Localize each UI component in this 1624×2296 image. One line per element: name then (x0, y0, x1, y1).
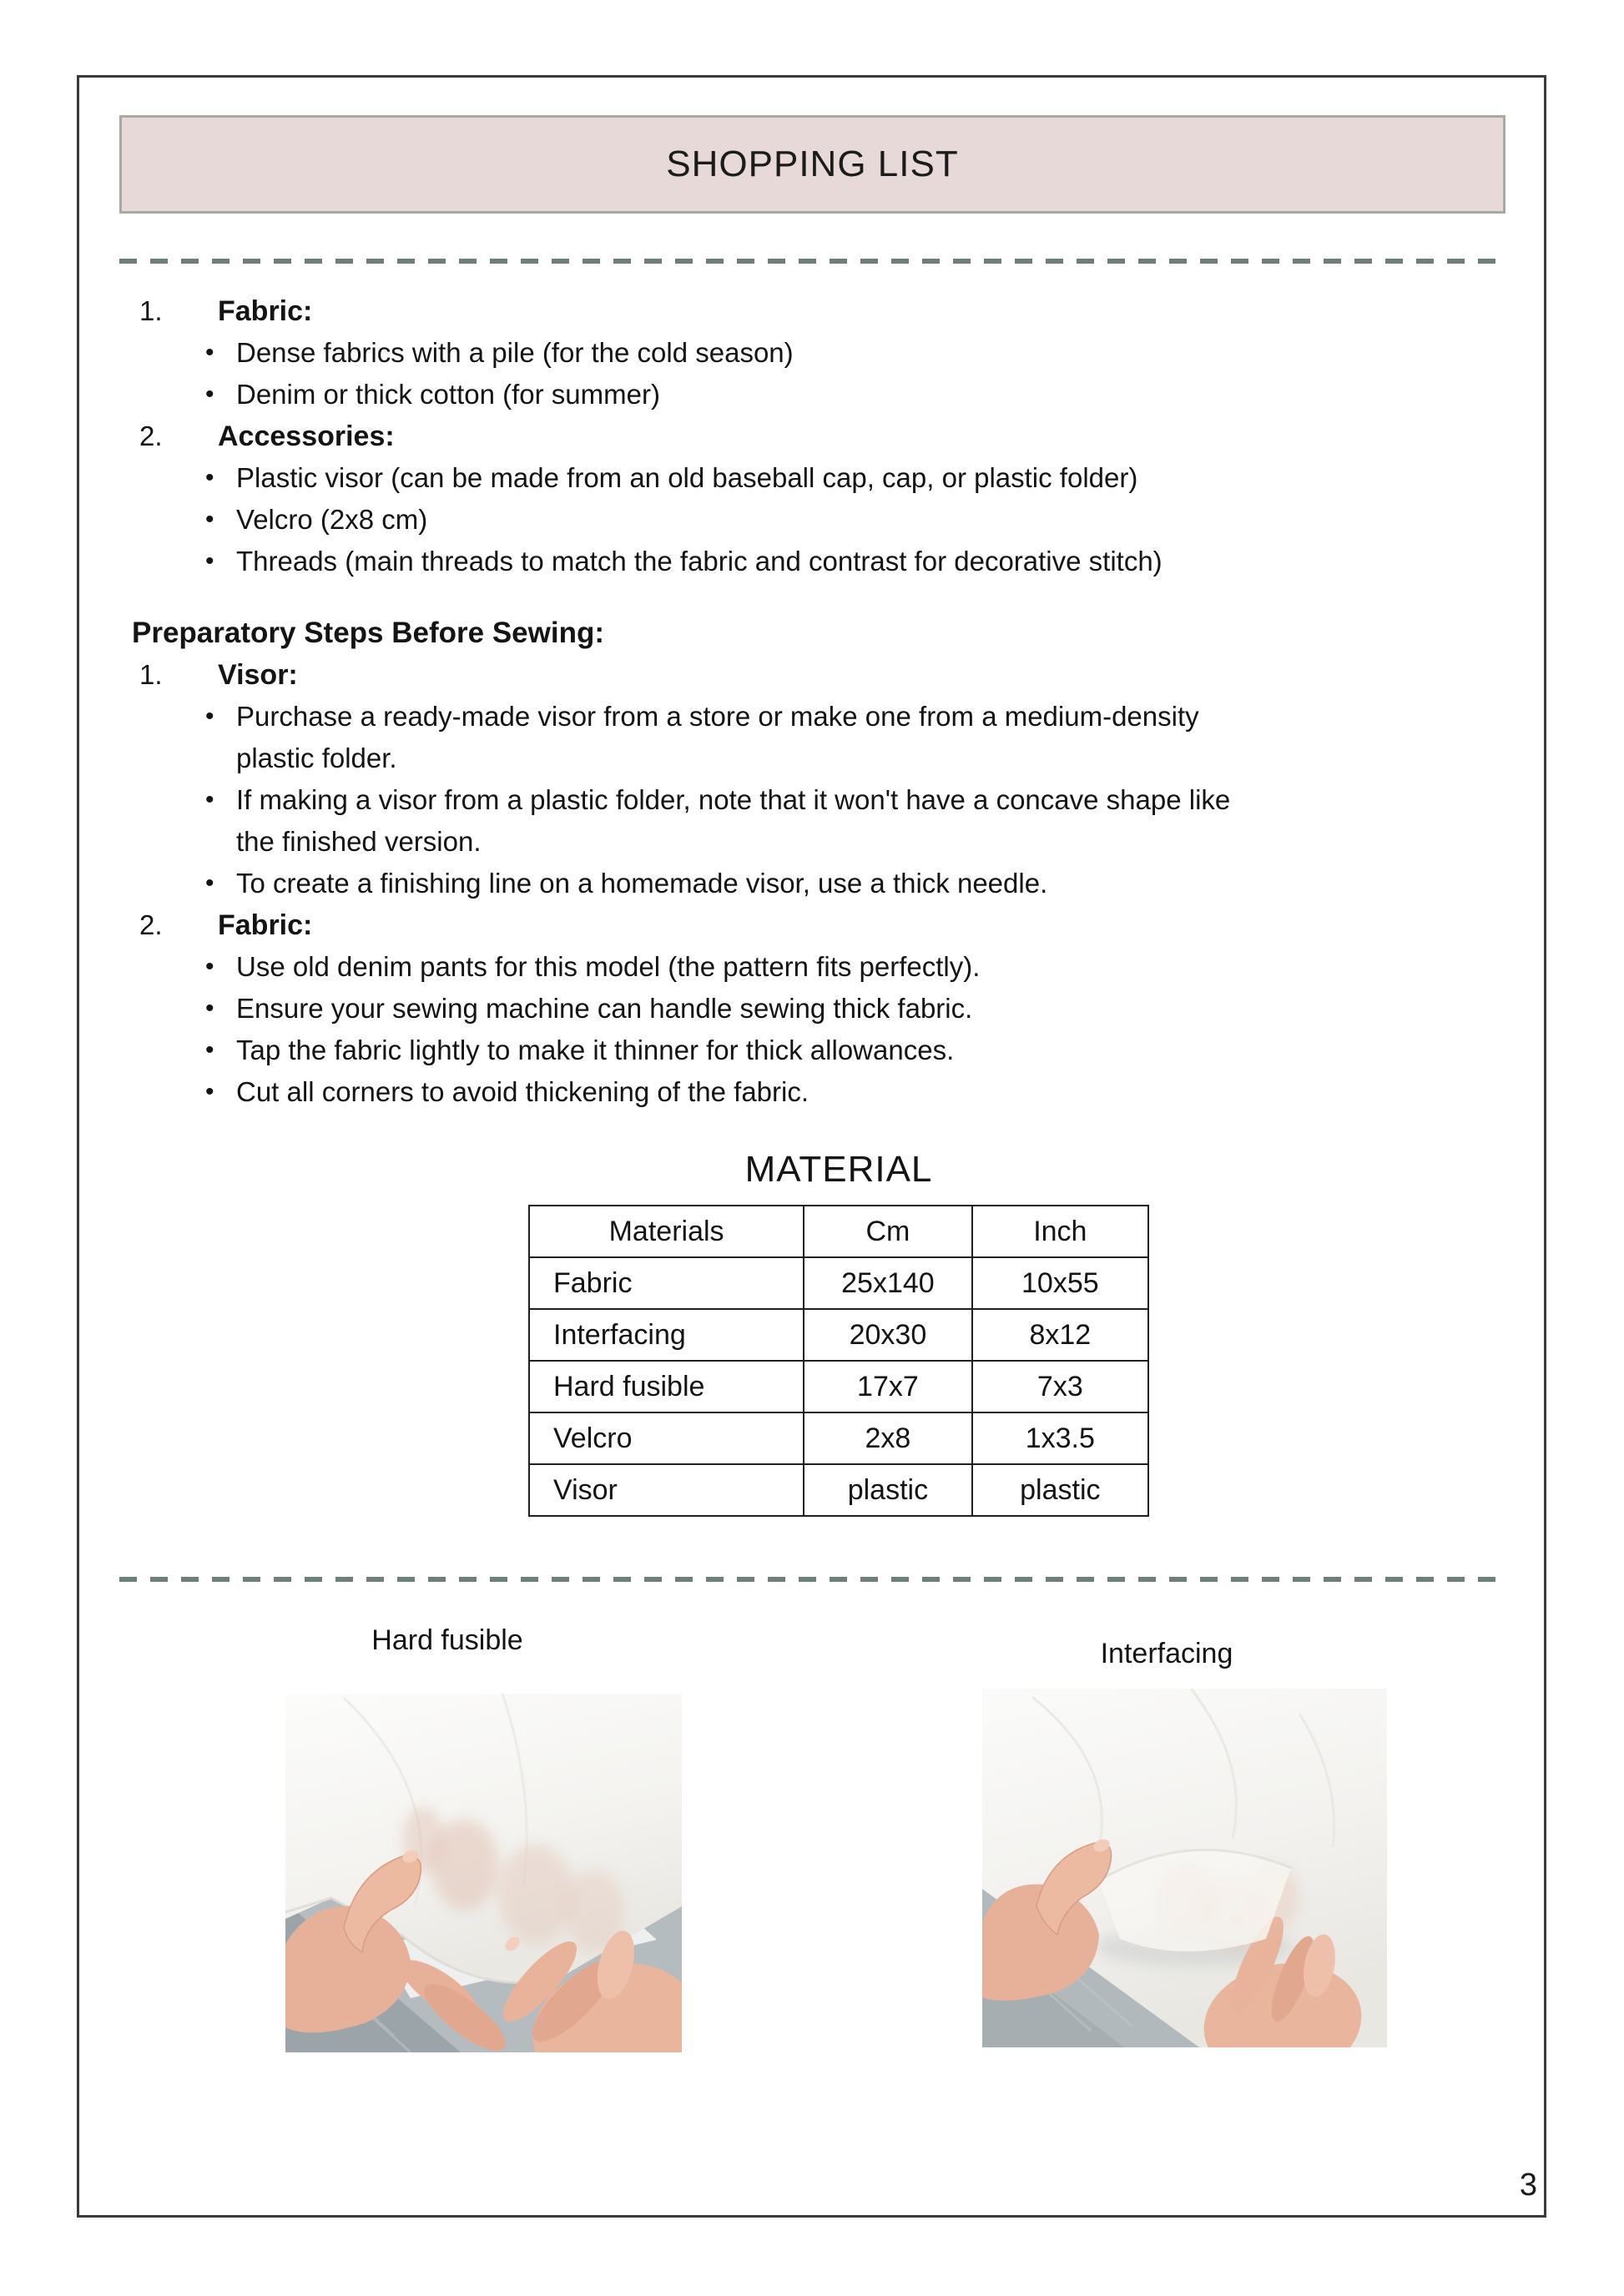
table-row (529, 1361, 1148, 1412)
list-item (119, 1071, 1505, 1113)
hard-fusible-photo-illustration (285, 1694, 682, 2052)
bullet-text: Cut all corners to avoid thickening of the fabric. (236, 1076, 809, 1107)
page-content (79, 78, 1544, 2215)
bullet-icon: • (205, 339, 214, 366)
material-title: MATERIAL (744, 1149, 933, 1190)
bullet-text: Threads (main threads to match the fabric and contrast for decorative stitch) (236, 546, 1163, 577)
list-item-number: 1. (139, 295, 163, 326)
photo-label-hard-fusible: Hard fusible (371, 1624, 523, 1656)
list-item (119, 946, 1505, 988)
bullet-icon: • (205, 786, 214, 813)
list-item-heading: Visor: (218, 659, 298, 691)
list-item (119, 457, 1505, 499)
bullet-text: Ensure your sewing machine can handle sewing thick fabric. (236, 993, 973, 1024)
prep-list (119, 654, 1505, 1113)
bullet-text: Use old denim pants for this model (the pattern fits perfectly). (236, 951, 981, 982)
table-header-cell: Materials (529, 1206, 804, 1257)
bullet-icon: • (205, 506, 214, 533)
bullet-icon: • (205, 869, 214, 897)
list-item-number: 1. (139, 659, 163, 690)
dashed-divider-top (119, 259, 1505, 264)
hard-fusible-photo (285, 1694, 682, 2052)
table-cell: 2x8 (804, 1412, 971, 1464)
list-item (119, 541, 1505, 582)
list-item-heading: Accessories: (218, 420, 395, 452)
bullet-text: Denim or thick cotton (for summer) (236, 379, 660, 410)
table-cell: 20x30 (804, 1309, 971, 1361)
table-header-cell: Inch (972, 1206, 1148, 1257)
table-cell: 1x3.5 (972, 1412, 1148, 1464)
table-cell: Interfacing (529, 1309, 804, 1361)
list-item (119, 654, 1505, 696)
dashed-divider-bottom (119, 1577, 1505, 1582)
bullet-icon: • (205, 702, 214, 730)
bullet-icon: • (205, 1078, 214, 1105)
bullet-text: Tap the fabric lightly to make it thinner for thick allowances. (236, 1035, 955, 1065)
table-row (529, 1412, 1148, 1464)
table-cell: 8x12 (972, 1309, 1148, 1361)
bullet-text: Purchase a ready-made visor from a store or make one from a medium-density (236, 701, 1199, 732)
table-cell: plastic (804, 1464, 971, 1516)
bullet-text: To create a finishing line on a homemade visor, use a thick needle. (236, 868, 1048, 899)
photo-label-interfacing: Interfacing (1100, 1638, 1233, 1669)
page-border (77, 75, 1546, 2218)
list-item (119, 1030, 1505, 1071)
table-cell: Hard fusible (529, 1361, 804, 1412)
list-item-heading: Fabric: (218, 909, 313, 941)
bullet-text: Velcro (2x8 cm) (236, 504, 428, 535)
material-table (528, 1205, 1149, 1517)
material-section (528, 1146, 1149, 1517)
bullet-text: the finished version. (236, 826, 482, 857)
list-item (119, 415, 1505, 457)
bullet-icon: • (205, 953, 214, 980)
table-row (529, 1309, 1148, 1361)
bullet-text: Plastic visor (can be made from an old baseball cap, cap, or plastic folder) (236, 462, 1138, 493)
table-row (529, 1257, 1148, 1309)
table-cell: 7x3 (972, 1361, 1148, 1412)
interfacing-photo-illustration (982, 1689, 1387, 2047)
page-title: SHOPPING LIST (666, 144, 959, 184)
list-item-number: 2. (139, 909, 163, 940)
interfacing-photo (982, 1689, 1387, 2047)
list-item (119, 332, 1505, 374)
table-cell: Velcro (529, 1412, 804, 1464)
table-cell: 17x7 (804, 1361, 971, 1412)
bullet-icon: • (205, 464, 214, 491)
table-row (529, 1464, 1148, 1516)
list-item-heading: Fabric: (218, 295, 313, 327)
bullet-icon: • (205, 994, 214, 1022)
prep-section-heading: Preparatory Steps Before Sewing: (132, 617, 604, 649)
list-item (119, 863, 1505, 904)
list-item (119, 374, 1505, 415)
bullet-icon: • (205, 547, 214, 575)
bullet-text: If making a visor from a plastic folder, note that it won't have a concave shape like (236, 784, 1231, 815)
list-item (119, 904, 1505, 946)
table-header-cell: Cm (804, 1206, 971, 1257)
list-item-number: 2. (139, 420, 163, 451)
list-item (119, 290, 1505, 332)
table-cell: 10x55 (972, 1257, 1148, 1309)
header-title-box (119, 115, 1505, 214)
bullet-text: Dense fabrics with a pile (for the cold season) (236, 337, 794, 368)
list-item (119, 988, 1505, 1030)
bullet-icon: • (205, 1036, 214, 1064)
table-header-row (529, 1206, 1148, 1257)
table-cell: 25x140 (804, 1257, 971, 1309)
bullet-text: plastic folder. (236, 743, 397, 773)
bullet-icon: • (205, 380, 214, 408)
shopping-list (119, 290, 1505, 582)
list-item (119, 499, 1505, 541)
table-cell: Fabric (529, 1257, 804, 1309)
list-item (119, 696, 1505, 779)
list-item (119, 779, 1505, 863)
page-number: 3 (1519, 2168, 1537, 2203)
photo-section (119, 1622, 1505, 2072)
table-cell: plastic (972, 1464, 1148, 1516)
table-cell: Visor (529, 1464, 804, 1516)
